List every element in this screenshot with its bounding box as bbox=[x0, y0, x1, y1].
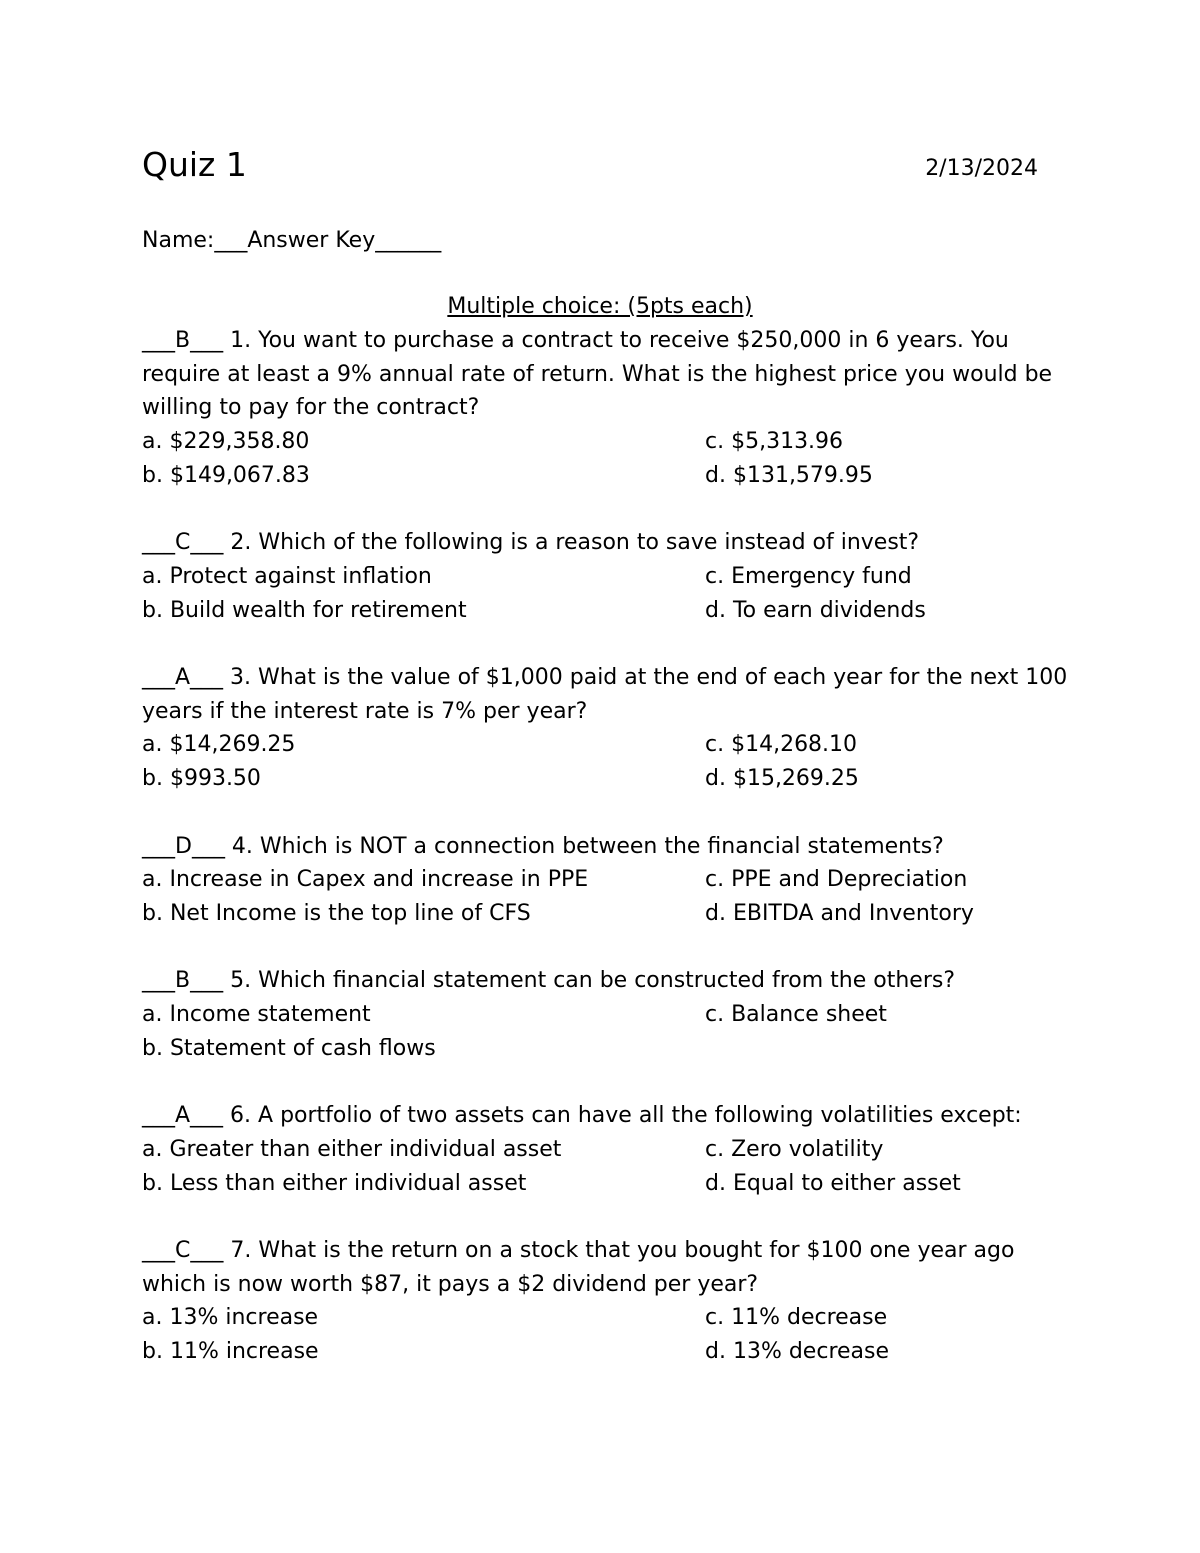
question-4 bbox=[142, 830, 1072, 931]
option-c: c. Emergency fund bbox=[705, 563, 912, 589]
option-d: d. To earn dividends bbox=[705, 597, 926, 623]
option-a: a. Greater than either individual asset bbox=[142, 1136, 562, 1162]
option-d: d. Equal to either asset bbox=[705, 1170, 961, 1196]
option-b: b. Statement of cash flows bbox=[142, 1035, 436, 1061]
option-b: b. $149,067.83 bbox=[142, 462, 310, 488]
question-stem: ___C___ 2. Which of the following is a reason to save instead of invest? bbox=[142, 530, 920, 556]
question-1 bbox=[142, 324, 1072, 493]
option-a: a. Protect against inflation bbox=[142, 563, 432, 589]
option-d: d. $131,579.95 bbox=[705, 462, 873, 488]
option-b: b. Less than either individual asset bbox=[142, 1170, 527, 1196]
name-line: Name:___Answer Key______ bbox=[142, 228, 442, 253]
question-stem: ___C___ 7. What is the return on a stock that you bought for $100 one year ago which is now worth $87, it pays a $2 dividend per year? bbox=[142, 1237, 1015, 1297]
question-stem: ___A___ 6. A portfolio of two assets can have all the following volatilities except: bbox=[142, 1103, 1022, 1129]
option-a: a. Increase in Capex and increase in PPE bbox=[142, 867, 589, 893]
option-b: b. 11% increase bbox=[142, 1339, 319, 1364]
option-c: c. Zero volatility bbox=[705, 1136, 884, 1162]
option-c: c. $14,268.10 bbox=[705, 732, 858, 758]
answer-options bbox=[142, 1133, 1072, 1200]
option-b: b. $993.50 bbox=[142, 766, 261, 792]
question-list bbox=[142, 324, 1072, 1402]
question-stem: ___B___ 1. You want to purchase a contract to receive $250,000 in 6 years. You require at least a 9% annual rate of return. What is the highest price you would be willing to pay for the contract? bbox=[142, 328, 1053, 421]
section-heading: Multiple choice: (5pts each) bbox=[447, 294, 753, 319]
option-b: b. Build wealth for retirement bbox=[142, 597, 467, 623]
question-3 bbox=[142, 661, 1072, 796]
option-a: a. $14,269.25 bbox=[142, 732, 296, 758]
answer-options bbox=[142, 560, 1072, 627]
option-b: b. Net Income is the top line of CFS bbox=[142, 900, 531, 926]
question-stem: ___A___ 3. What is the value of $1,000 paid at the end of each year for the next 100 years if the interest rate is 7% per year? bbox=[142, 665, 1068, 724]
answer-options bbox=[142, 728, 1072, 795]
quiz-date: 2/13/2024 bbox=[925, 156, 1038, 181]
answer-options bbox=[142, 863, 1072, 930]
option-a: a. Income statement bbox=[142, 1002, 371, 1027]
option-d: d. $15,269.25 bbox=[705, 766, 859, 792]
question-stem: ___B___ 5. Which financial statement can be constructed from the others? bbox=[142, 968, 956, 994]
question-stem: ___D___ 4. Which is NOT a connection between the financial statements? bbox=[142, 833, 944, 859]
question-7 bbox=[142, 1234, 1072, 1369]
option-c: c. Balance sheet bbox=[705, 1002, 887, 1027]
option-c: c. PPE and Depreciation bbox=[705, 867, 968, 893]
option-d bbox=[705, 1032, 1072, 1066]
question-2 bbox=[142, 526, 1072, 627]
question-5 bbox=[142, 964, 1072, 1065]
answer-options bbox=[142, 425, 1072, 492]
option-a: a. 13% increase bbox=[142, 1305, 319, 1331]
page-title: Quiz 1 bbox=[142, 145, 247, 184]
option-d: d. 13% decrease bbox=[705, 1339, 890, 1364]
option-c: c. $5,313.96 bbox=[705, 429, 844, 455]
option-c: c. 11% decrease bbox=[705, 1305, 888, 1331]
answer-options bbox=[142, 998, 1072, 1065]
option-a: a. $229,358.80 bbox=[142, 429, 310, 455]
option-d: d. EBITDA and Inventory bbox=[705, 900, 974, 926]
question-6 bbox=[142, 1099, 1072, 1200]
answer-options bbox=[142, 1301, 1072, 1368]
